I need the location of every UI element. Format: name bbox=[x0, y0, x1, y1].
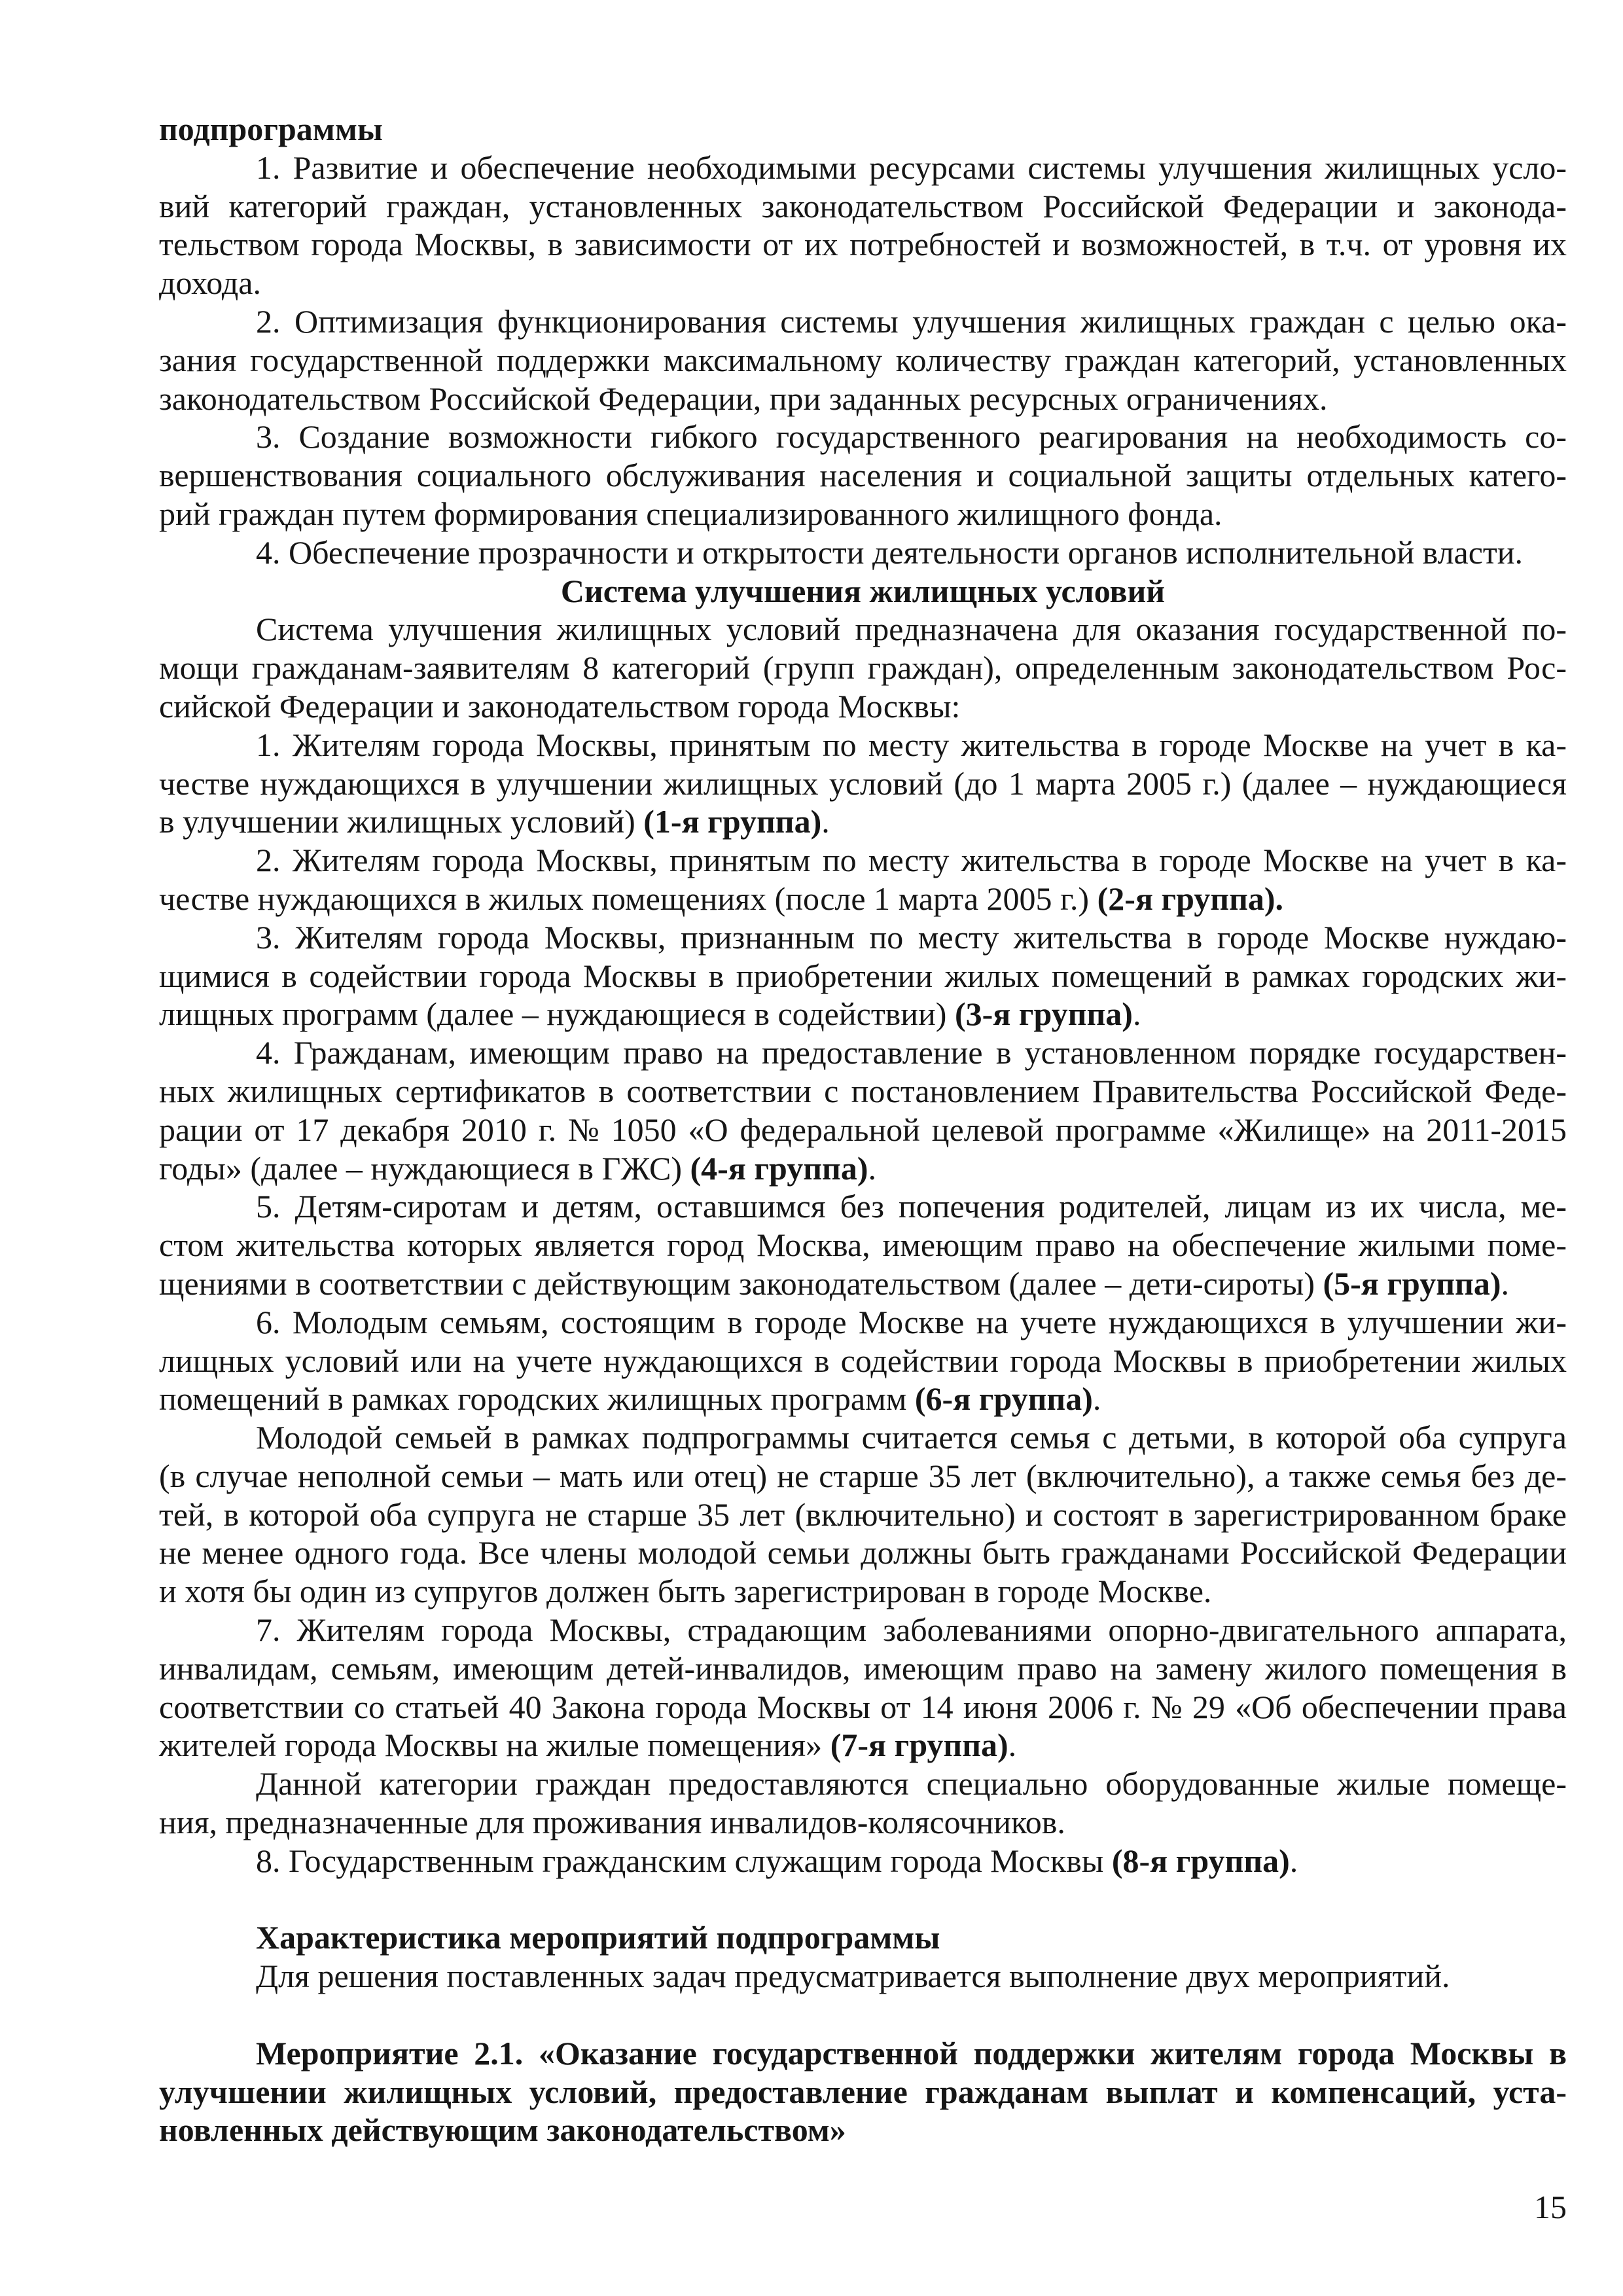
document-page bbox=[159, 110, 1567, 2227]
continued-heading-text: подпрограммы bbox=[159, 111, 383, 147]
task-item-2 bbox=[159, 302, 1567, 418]
line-text-segment: жителей города Москвы на жилые помещения» bbox=[159, 1727, 830, 1764]
line-text: сийской Федерации и законодательством города Москвы: bbox=[159, 687, 961, 725]
section-title-text: Характеристика мероприятий подпрограммы bbox=[256, 1919, 940, 1956]
section-title bbox=[159, 572, 1567, 611]
line-text: 2. Жителям города Москвы, принятым по месту жительства в городе Москве на учет в ка- bbox=[256, 842, 1567, 879]
activity-2-1-heading bbox=[159, 2034, 1567, 2149]
task-item-1 bbox=[159, 149, 1567, 302]
text-line bbox=[256, 1303, 1567, 1342]
group-label-tail: . bbox=[1008, 1727, 1017, 1764]
line-text bbox=[159, 802, 830, 841]
line-text: вий категорий граждан, установленных законодательством Российской Федерации и законода- bbox=[159, 187, 1567, 224]
line-text: (в случае неполной семьи – мать или отец) не старше 35 лет (включительно), а также семья без де- bbox=[159, 1457, 1567, 1494]
line-text: щимися в содействии города Москвы в приобретении жилых помещений в рамках городских жи- bbox=[159, 957, 1567, 994]
line-text: Для решения поставленных задач предусматривается выполнение двух мероприятий. bbox=[256, 1958, 1450, 1995]
text-line bbox=[256, 1033, 1567, 1072]
task-item-4 bbox=[159, 533, 1567, 572]
blank-line bbox=[159, 1996, 1567, 2034]
text-line bbox=[159, 380, 1567, 418]
text-line bbox=[159, 1226, 1567, 1265]
line-text: 3. Создание возможности гибкого государственного реагирования на необходимость со- bbox=[256, 418, 1567, 456]
group-label-tail: . bbox=[1501, 1265, 1509, 1302]
text-line bbox=[256, 918, 1567, 957]
text-line bbox=[159, 264, 1567, 302]
line-text: Мероприятие 2.1. «Оказание государственной поддержки жителям города Москвы в bbox=[256, 2034, 1567, 2072]
line-text bbox=[159, 1726, 1016, 1765]
group-item-2 bbox=[159, 841, 1567, 918]
text-line bbox=[159, 1496, 1567, 1534]
line-text: и хотя бы один из супругов должен быть зарегистрирован в городе Москве. bbox=[159, 1573, 1212, 1610]
line-text-segment: помещений в рамках городских жилищных программ bbox=[159, 1380, 915, 1418]
line-text: рий граждан путем формирования специализированного жилищного фонда. bbox=[159, 495, 1222, 532]
text-line bbox=[256, 2034, 1567, 2073]
line-text bbox=[159, 880, 1283, 918]
line-text bbox=[256, 1842, 1298, 1880]
line-text: вершенствования социального обслуживания населения и социальной защиты отдельных катего- bbox=[159, 457, 1567, 494]
line-text: новленных действующим законодательством» bbox=[159, 2111, 846, 2149]
group-item-7 bbox=[159, 1611, 1567, 1765]
line-text: 2. Оптимизация функционирования системы улучшения жилищных граждан с целью ока- bbox=[256, 302, 1567, 340]
text-line bbox=[159, 687, 1567, 726]
text-line bbox=[159, 1803, 1567, 1842]
text-line bbox=[256, 1842, 1567, 1880]
text-line bbox=[159, 1342, 1567, 1380]
line-text: Данной категории граждан предоставляются специально оборудованные жилые помеще- bbox=[256, 1765, 1567, 1803]
text-line bbox=[159, 1726, 1567, 1765]
line-text: дохода. bbox=[159, 264, 261, 302]
line-text: 4. Гражданам, имеющим право на предоставление в установленном порядке государствен- bbox=[256, 1034, 1567, 1071]
group-item-5 bbox=[159, 1187, 1567, 1302]
text-line bbox=[159, 1380, 1567, 1418]
text-line bbox=[256, 726, 1567, 764]
line-text-segment: честве нуждающихся в жилых помещениях (после 1 марта 2005 г.) bbox=[159, 880, 1097, 917]
line-text-segment: 8. Государственным гражданским служащим города Москвы bbox=[256, 1842, 1112, 1879]
text-line bbox=[256, 841, 1567, 880]
text-line bbox=[159, 1111, 1567, 1149]
group-label: (1-я группа) bbox=[643, 803, 822, 840]
text-line bbox=[159, 1072, 1567, 1111]
text-line bbox=[159, 957, 1567, 996]
blank-line bbox=[159, 1880, 1567, 1919]
text-line bbox=[159, 495, 1567, 533]
group-label: (6-я группа) bbox=[914, 1380, 1093, 1418]
line-text: зания государственной поддержки максимальному количеству граждан категорий, установленных bbox=[159, 341, 1567, 378]
group-label: (2-я группа). bbox=[1097, 880, 1284, 917]
task-item-3 bbox=[159, 418, 1567, 533]
text-line bbox=[159, 802, 1567, 841]
line-text: инвалидам, семьям, имеющим детей-инвалидов, имеющим право на замену жилого помещения в bbox=[159, 1649, 1567, 1687]
text-line bbox=[159, 1149, 1567, 1188]
page-number bbox=[159, 2188, 1567, 2227]
line-text-segment: годы» (далее – нуждающиеся в ГЖС) bbox=[159, 1149, 690, 1187]
line-text: 1. Жителям города Москвы, принятым по месту жительства в городе Москве на учет в ка- bbox=[256, 726, 1567, 763]
text-line bbox=[256, 610, 1567, 649]
continued-heading bbox=[159, 110, 1567, 149]
line-text-segment: лищных программ (далее – нуждающиеся в содействии) bbox=[159, 996, 955, 1033]
young-family-note bbox=[159, 1418, 1567, 1611]
text-line bbox=[159, 1534, 1567, 1572]
line-text: 1. Развитие и обеспечение необходимыми ресурсами системы улучшения жилищных усло- bbox=[256, 149, 1567, 186]
text-line bbox=[256, 1765, 1567, 1803]
group-label: (8-я группа) bbox=[1111, 1842, 1290, 1879]
group-item-4 bbox=[159, 1033, 1567, 1187]
line-text: честве нуждающихся в улучшении жилищных условий (до 1 марта 2005 г.) (далее – нуждающиеся bbox=[159, 764, 1567, 802]
text-line bbox=[159, 1688, 1567, 1727]
line-text: 4. Обеспечение прозрачности и открытости деятельности органов исполнительной власти. bbox=[256, 533, 1524, 571]
text-line bbox=[256, 149, 1567, 187]
system-intro bbox=[159, 610, 1567, 725]
group-label-tail: . bbox=[1289, 1842, 1298, 1879]
line-text bbox=[159, 1149, 876, 1188]
group-label: (3-я группа) bbox=[954, 996, 1133, 1033]
line-text bbox=[159, 1265, 1509, 1303]
text-line bbox=[159, 1457, 1567, 1496]
group-label: (7-я группа) bbox=[830, 1727, 1008, 1764]
group-label-tail: . bbox=[1092, 1380, 1101, 1418]
line-text-segment: щениями в соответствии с действующим законодательством (далее – дети-сироты) bbox=[159, 1265, 1323, 1302]
text-line bbox=[159, 880, 1567, 918]
text-line bbox=[159, 225, 1567, 264]
group-item-6 bbox=[159, 1303, 1567, 1418]
section-title-text: Система улучшения жилищных условий bbox=[560, 572, 1166, 609]
line-text bbox=[159, 1380, 1101, 1418]
text-line bbox=[159, 2111, 1567, 2149]
page-number-text: 15 bbox=[1534, 2189, 1567, 2226]
text-line bbox=[159, 1649, 1567, 1688]
blank-line bbox=[159, 2149, 1567, 2188]
text-line bbox=[256, 418, 1567, 456]
text-line bbox=[159, 1265, 1567, 1303]
text-line bbox=[159, 187, 1567, 226]
line-text: тей, в которой оба супруга не старше 35 лет (включительно) и состоят в зарегистрированном браке bbox=[159, 1496, 1567, 1533]
line-text: Система улучшения жилищных условий предназначена для оказания государственной по- bbox=[256, 611, 1567, 648]
line-text: не менее одного года. Все члены молодой семьи должны быть гражданами Российской Федерации bbox=[159, 1534, 1567, 1571]
text-line bbox=[256, 533, 1567, 572]
line-text: стом жительства которых является город Москва, имеющим право на обеспечение жилыми поме- bbox=[159, 1227, 1567, 1264]
group-item-3 bbox=[159, 918, 1567, 1033]
activities-section bbox=[159, 1918, 1567, 1996]
text-line bbox=[159, 995, 1567, 1033]
group-label: (4-я группа) bbox=[690, 1149, 868, 1187]
text-line bbox=[159, 649, 1567, 687]
text-line bbox=[159, 2073, 1567, 2111]
line-text: 5. Детям-сиротам и детям, оставшимся без попечения родителей, лицам из их числа, ме- bbox=[256, 1188, 1567, 1225]
group-label-tail: . bbox=[821, 803, 830, 840]
text-line bbox=[159, 1572, 1567, 1611]
text-line bbox=[256, 1418, 1567, 1457]
line-text: соответствии со статьей 40 Закона города Москвы от 14 июня 2006 г. № 29 «Об обеспечении права bbox=[159, 1688, 1567, 1725]
line-text: законодательством Российской Федерации, при заданных ресурсных ограничениях. bbox=[159, 380, 1328, 417]
group-label: (5-я группа) bbox=[1323, 1265, 1501, 1302]
line-text: 7. Жителям города Москвы, страдающим заболеваниями опорно-двигательного аппарата, bbox=[256, 1611, 1567, 1649]
line-text: мощи гражданам-заявителям 8 категорий (групп граждан), определенным законодательством Рос- bbox=[159, 649, 1567, 687]
line-text-segment: в улучшении жилищных условий) bbox=[159, 803, 644, 840]
wheelchair-note bbox=[159, 1765, 1567, 1842]
line-text: 3. Жителям города Москвы, признанным по месту жительства в городе Москве нуждаю- bbox=[256, 918, 1567, 956]
group-label-tail: . bbox=[868, 1149, 876, 1187]
line-text: Молодой семьей в рамках подпрограммы считается семья с детьми, в которой оба супруга bbox=[256, 1419, 1567, 1456]
housing-system-section bbox=[159, 572, 1567, 1880]
line-text: 6. Молодым семьям, состоящим в городе Москве на учете нуждающихся в улучшении жи- bbox=[256, 1303, 1567, 1340]
text-line bbox=[159, 341, 1567, 380]
line-text: улучшении жилищных условий, предоставление гражданам выплат и компенсаций, уста- bbox=[159, 2073, 1567, 2110]
line-text: ных жилищных сертификатов в соответствии с постановлением Правительства Российской Феде- bbox=[159, 1072, 1567, 1109]
line-text: ния, предназначенные для проживания инвалидов-колясочников. bbox=[159, 1804, 1065, 1841]
text-line bbox=[256, 1957, 1567, 1996]
line-text: тельством города Москвы, в зависимости от их потребностей и возможностей, в т.ч. от уровня их bbox=[159, 226, 1567, 263]
text-line bbox=[256, 1187, 1567, 1226]
line-text: лищных условий или на учете нуждающихся в содействии города Москвы в приобретении жилых bbox=[159, 1342, 1567, 1379]
group-item-8 bbox=[159, 1842, 1567, 1880]
text-line bbox=[256, 302, 1567, 341]
line-text bbox=[159, 995, 1141, 1033]
text-line bbox=[159, 456, 1567, 495]
group-item-1 bbox=[159, 726, 1567, 841]
group-label-tail: . bbox=[1132, 996, 1141, 1033]
text-line bbox=[256, 1611, 1567, 1649]
line-text: рации от 17 декабря 2010 г. № 1050 «О федеральной целевой программе «Жилище» на 2011-2015 bbox=[159, 1111, 1567, 1148]
text-line bbox=[159, 764, 1567, 803]
section-title bbox=[256, 1918, 1567, 1957]
